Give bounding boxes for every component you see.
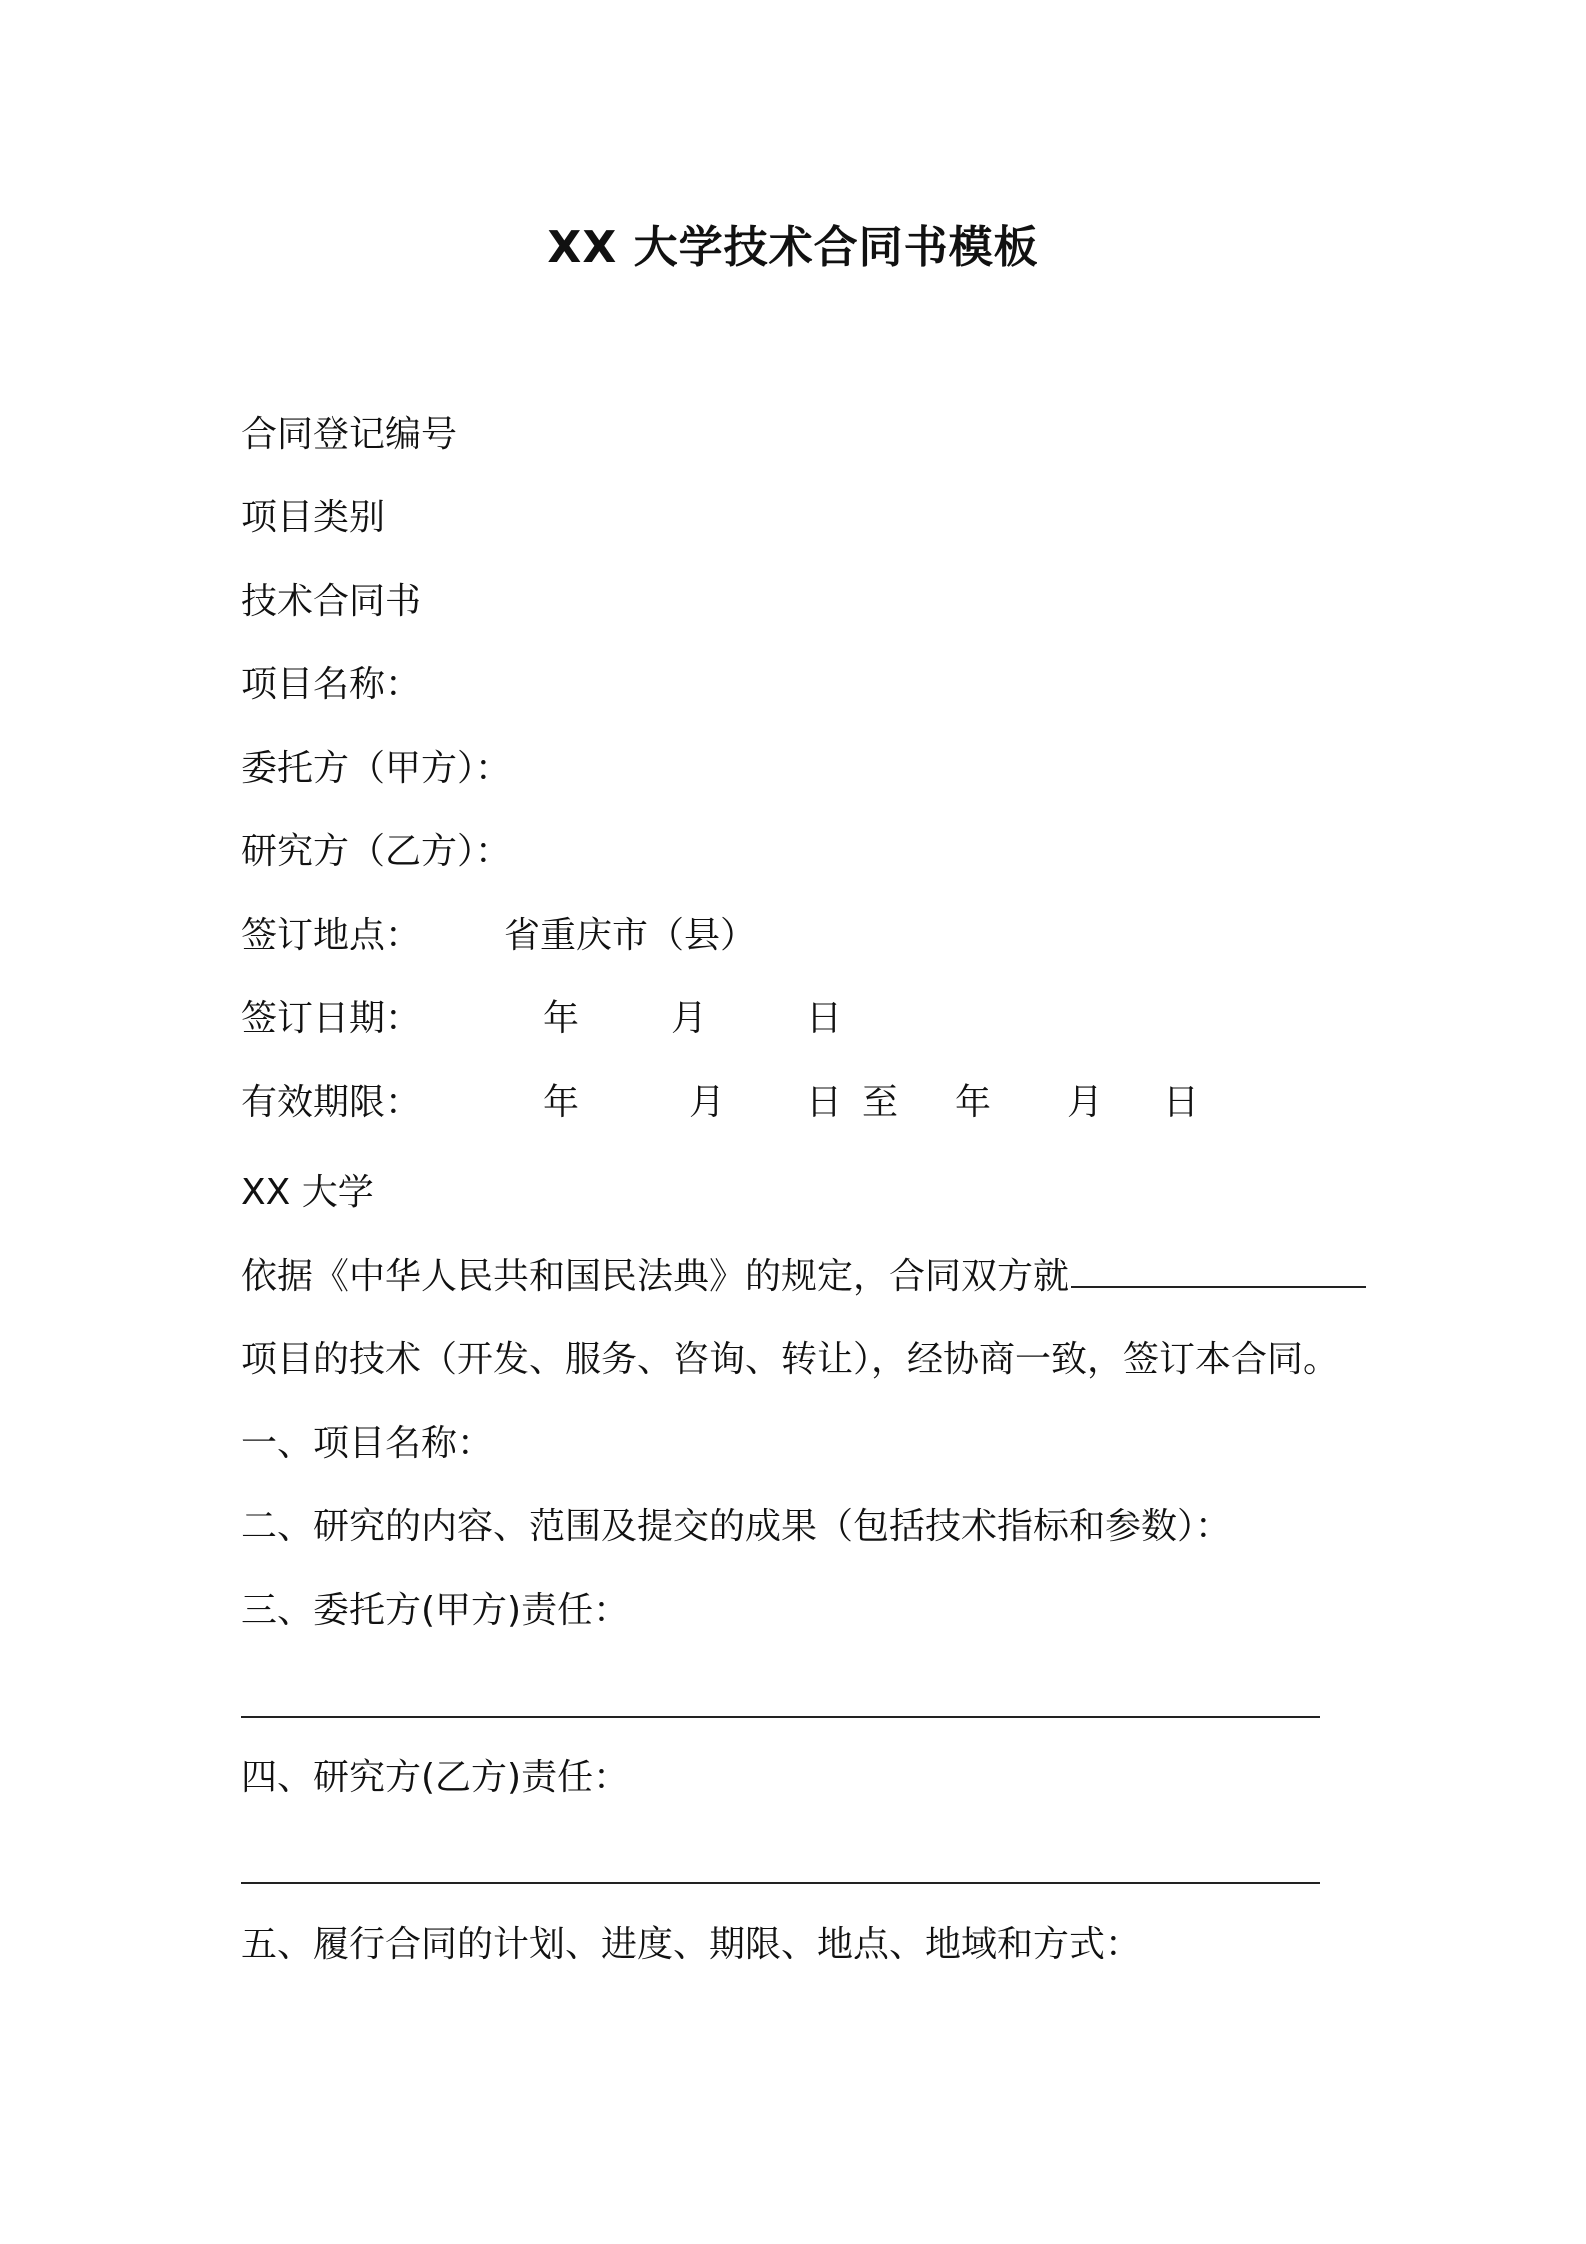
section-2-heading: 二、研究的内容、范围及提交的成果（包括技术指标和参数）： <box>241 1506 1232 1547</box>
section-5-heading: 五、履行合同的计划、进度、期限、地点、地域和方式： <box>241 1924 1142 1965</box>
sign-date-year: 年 <box>543 998 580 1039</box>
section-4-heading: 四、研究方(乙方)责任： <box>241 1757 630 1798</box>
section-1-heading: 一、项目名称： <box>241 1423 494 1464</box>
validity-month-start: 月 <box>689 1082 726 1123</box>
sign-place-row <box>241 911 1341 961</box>
sign-date-month: 月 <box>671 998 708 1039</box>
registration-no-label: 合同登记编号 <box>241 414 458 455</box>
section-3-fill-line <box>241 1716 1320 1718</box>
intro-line-1-text: 依据《中华人民共和国民法典》的规定，合同双方就 <box>241 1256 1070 1297</box>
section-3-heading: 三、委托方(甲方)责任： <box>241 1590 630 1631</box>
validity-day-end: 日 <box>1163 1082 1200 1123</box>
intro-line-1 <box>241 1252 1366 1302</box>
intro-line-2: 项目的技术（开发、服务、咨询、转让），经协商一致，签订本合同。 <box>241 1339 1340 1380</box>
sign-date-label: 签订日期： <box>241 998 422 1039</box>
sign-date-day: 日 <box>806 998 843 1039</box>
sign-place-city: 重庆市（县） <box>540 915 757 956</box>
sign-place-label: 签订地点： <box>241 915 422 956</box>
section-4-fill-line <box>241 1882 1320 1884</box>
validity-label: 有效期限： <box>241 1082 422 1123</box>
party-a-label: 委托方（甲方）： <box>241 748 512 789</box>
validity-year-end: 年 <box>955 1082 992 1123</box>
sign-date-row <box>241 994 1341 1044</box>
validity-to: 至 <box>862 1082 899 1123</box>
intro-blank-field <box>1071 1254 1366 1288</box>
party-b-label: 研究方（乙方）： <box>241 831 512 872</box>
validity-month-end: 月 <box>1067 1082 1104 1123</box>
document-title: XX 大学技术合同书模板 <box>547 222 1039 273</box>
project-category-label: 项目类别 <box>241 497 386 538</box>
project-name-label: 项目名称： <box>241 664 422 705</box>
validity-row <box>241 1078 1341 1128</box>
contract-label: 技术合同书 <box>241 581 422 622</box>
validity-day-start: 日 <box>806 1082 843 1123</box>
sign-place-province: 省 <box>504 915 541 956</box>
validity-year-start: 年 <box>543 1082 580 1123</box>
university-name: XX 大学 <box>241 1172 374 1213</box>
